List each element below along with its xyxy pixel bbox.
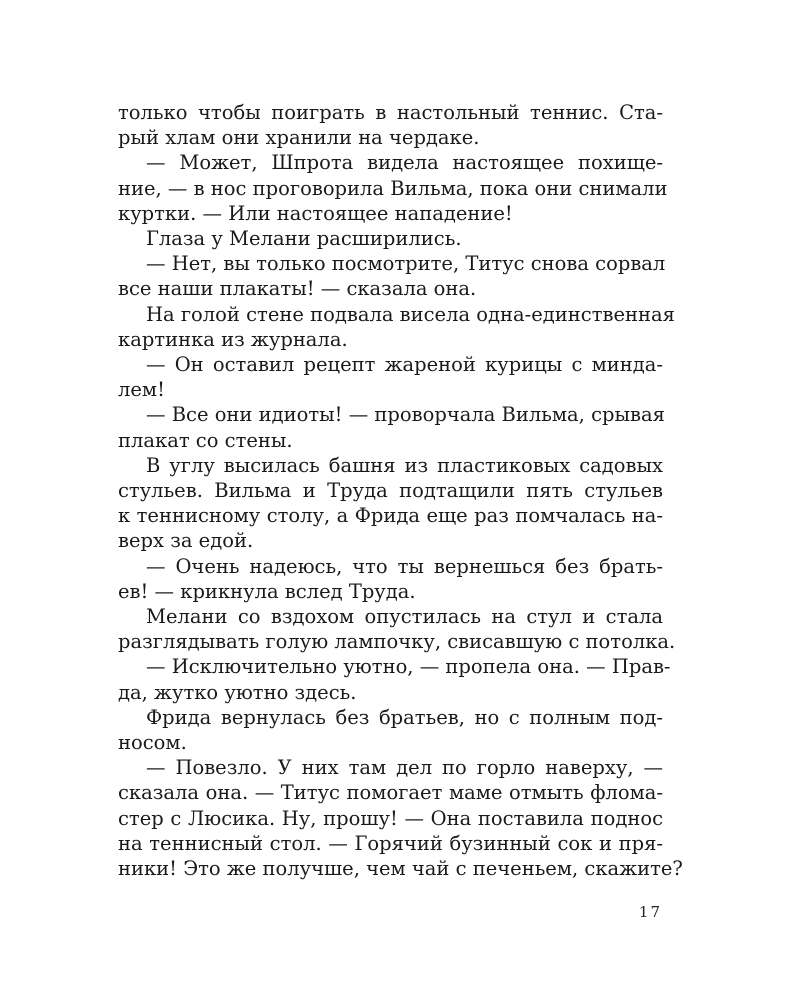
text-line: только чтобы поиграть в настольный теннис. Ста- <box>118 101 663 124</box>
text-line: ники! Это же получше, чем чай с печеньем, скажите? <box>118 857 683 881</box>
text-line: к теннисному столу, а Фрида еще раз помчалась на- <box>118 504 663 528</box>
text-line: да, жутко уютно здесь. <box>118 680 357 704</box>
text-line: стер с Люсика. Ну, прошу! — Она поставила поднос <box>118 806 663 830</box>
body-text <box>118 100 683 881</box>
text-line: В углу высилась башня из пластиковых садовых <box>146 453 663 477</box>
text-line: — Очень надеюсь, что ты вернешься без брать- <box>146 554 663 578</box>
text-line: — Он оставил рецепт жареной курицы с минда- <box>146 353 663 377</box>
text-line: все наши плакаты! — сказала она. <box>118 277 477 301</box>
text-line: на теннисный стол. — Горячий бузинный сок и пря- <box>118 831 663 855</box>
text-line: разглядывать голую лампочку, свисавшую с потолка. <box>118 630 676 654</box>
text-line: картинка из журнала. <box>118 327 348 351</box>
text-line: Мелани со вздохом опустилась на стул и стала <box>146 605 663 629</box>
page-number: 17 <box>638 903 662 921</box>
text-line: — Нет, вы только посмотрите, Титус снова сорвал <box>146 252 666 276</box>
text-line: стульев. Вильма и Труда подтащили пять стульев <box>118 479 663 503</box>
text-line: плакат со стены. <box>118 428 293 452</box>
text-line: ние, — в нос проговорила Вильма, пока они снимали <box>118 176 668 200</box>
text-line: — Исключительно уютно, — пропела она. — Прав- <box>146 655 671 679</box>
text-line: На голой стене подвала висела одна-единственная <box>146 302 675 326</box>
text-line: носом. <box>118 731 187 755</box>
text-line: верх за едой. <box>118 529 254 553</box>
text-line: Фрида вернулась без братьев, но с полным под- <box>146 705 663 729</box>
text-line: рый хлам они хранили на чердаке. <box>118 126 480 150</box>
text-line: Глаза у Мелани расширились. <box>146 227 462 251</box>
text-line: ев! — крикнула вслед Труда. <box>118 579 416 603</box>
text-line: лем! <box>118 378 165 402</box>
text-line: — Может, Шпрота видела настоящее похище- <box>146 151 663 175</box>
text-line: — Все они идиоты! — проворчала Вильма, срывая <box>146 403 665 427</box>
text-line: — Повезло. У них там дел по горло наверху, — <box>146 756 663 780</box>
text-line: куртки. — Или настоящее нападение! <box>118 201 513 225</box>
text-line: сказала она. — Титус помогает маме отмыть флома- <box>118 781 663 805</box>
